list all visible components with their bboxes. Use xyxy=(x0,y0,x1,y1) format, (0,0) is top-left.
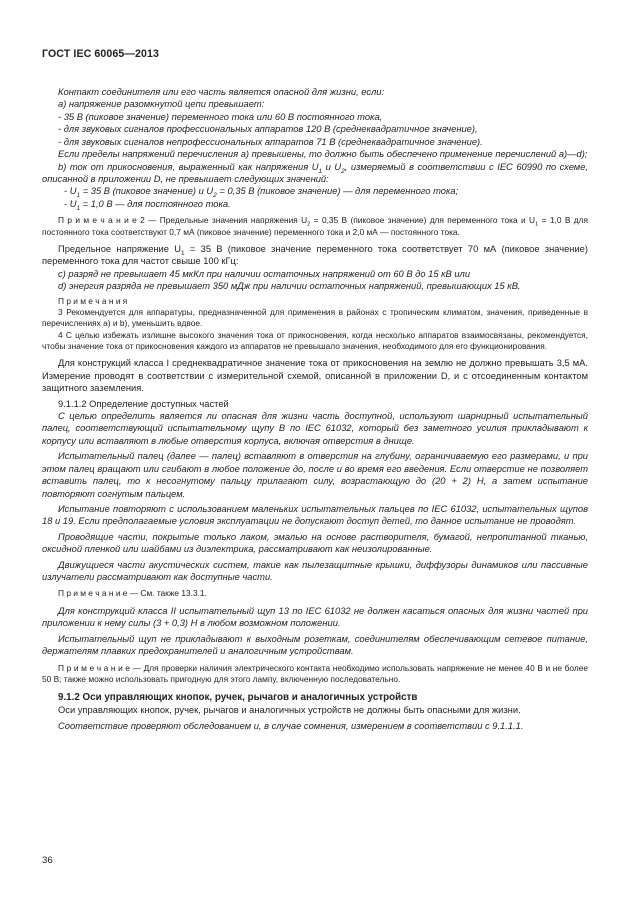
text-run: — См. также 13.3.1. xyxy=(127,588,207,599)
text-paragraph: d) энергия разряда не превышает 350 мДж при наличии остаточных напряжений, превышающих 15 кВ. xyxy=(58,281,521,292)
text-paragraph: - для звуковых сигналов непрофессиональных аппаратов 71 В (среднеквадратичное значение). xyxy=(58,136,483,147)
text-paragraph: Испытательный палец (далее — палец) вставляют в отверстия на глубину, ограничиваемую его размерами, и при этом палец вращают или сгибают в любое положение до, после и во время его введения. Если отверстие не позволяет вставить палец, то к несогнутому пальцу прилагают силу, возрастающую до (20 + 2) Н, а затем испытание повторяют согнутым пальцем. xyxy=(42,451,588,499)
text-paragraph: Оси управляющих кнопок, ручек, рычагов и аналогичных устройств не должны быть опасными для жизни. xyxy=(58,705,521,716)
subscript: 1 xyxy=(181,249,185,257)
text-paragraph: а) напряжение разомкнутой цепи превышает: xyxy=(58,99,265,110)
text-run: и U xyxy=(322,161,342,172)
text-paragraph: - для звуковых сигналов профессиональных аппаратов 120 В (среднеквадратичное значение), xyxy=(58,124,478,135)
note-paragraph: 4 С целью избежать излишне высокого значения тока от прикосновения, когда несколько аппаратов взаимосвязаны, рекомендуется, чтобы значение тока от прикосновения каждого из аппаратов не превышало значения, необходимого для его функционирования. xyxy=(42,329,588,351)
subscript: 1 xyxy=(318,167,323,175)
text-paragraph xyxy=(42,243,588,268)
subscript: 2 xyxy=(213,192,217,200)
section-heading: 9.1.1.2 Определение доступных частей xyxy=(58,398,229,409)
text-paragraph xyxy=(42,185,588,200)
text-run: = 1,0 В — для постоянного тока. xyxy=(80,198,231,209)
text-paragraph: Для конструкций класса I среднеквадратичное значение тока от прикосновения на землю не должно превышать 3,5 мА. Измерение проводят в соответствии с измерительной схемой, описанной в приложении D, и с отсоединенным контактом защитного заземления. xyxy=(42,358,588,394)
subscript: 1 xyxy=(535,221,539,228)
text-paragraph: Контакт соединителя или его часть является опасной для жизни, если: xyxy=(58,87,385,97)
text-paragraph xyxy=(42,161,588,186)
subscript: 2 xyxy=(307,221,311,228)
page-content xyxy=(42,86,588,732)
note-label: П р и м е ч а н и е xyxy=(58,662,131,673)
section-heading: 9.1.2 Оси управляющих кнопок, ручек, рычагов и аналогичных устройств xyxy=(58,692,418,704)
text-run: , измеряемый в соответствии с IEC 60990 по схеме, описанной в приложении D, не превышает следующих значений: xyxy=(42,161,589,184)
note-paragraph xyxy=(42,588,588,599)
text-paragraph: С целью определить является ли опасная для жизни часть доступной, используют шарнирный испытательный палец, соответствующий испытательному щупу B по IEC 61032, который без заметного усилия прикладывают к корпусу или вставляют в любые отверстия корпуса, включая отверстия в днище. xyxy=(42,411,588,446)
text-paragraph: Для конструкций класса II испытательный щуп 13 по IEC 61032 не должен касаться опасных для жизни частей при приложении к нему силы (3 + 0,3) Н в любом возможном положении. xyxy=(42,605,588,629)
text-run: — Для проверки наличия электрического контакта необходимо использовать напряжение не менее 40 В и не более 50 В; также можно использовать пригодную для этого лампу, включенную последовательно. xyxy=(42,662,589,684)
page-number: 36 xyxy=(42,855,53,866)
page-header: ГОСТ IEC 60065—2013 xyxy=(42,48,160,60)
note-paragraph: 3 Рекомендуется для аппаратуры, предназначенной для применения в районах с тропическим климатом, значения, приведенные в перечислениях а) и b), уменьшить вдвое. xyxy=(42,306,588,329)
text-run: - U xyxy=(64,198,77,209)
text-paragraph: - 35 В (пиковое значение) переменного тока или 60 В постоянного тока, xyxy=(58,111,383,122)
text-paragraph: Проводящие части, покрытые только лаком, эмалью на основе растворителя, бумагой, непропитанной тканью, оксидной пленкой или шайбами из диэлектрика, рассматривают как неизолированные. xyxy=(42,531,588,555)
subscript: 2 xyxy=(341,167,345,175)
subscript: 1 xyxy=(76,204,81,212)
text-run: — Предельные значения напряжения U xyxy=(144,215,308,226)
text-run: b) ток от прикосновения, выраженный как напряжения U xyxy=(58,161,319,172)
note-paragraph xyxy=(42,215,588,238)
text-run: = 0,35 В (пиковое значение) для переменного тока и U xyxy=(310,215,536,226)
note-paragraph xyxy=(42,663,588,686)
text-paragraph: с) разряд не превышает 45 мкКл при наличии остаточных напряжений от 60 В до 15 кВ или xyxy=(58,268,471,279)
notes-heading: П р и м е ч а н и я xyxy=(58,295,128,306)
text-paragraph: Испытание повторяют с использованием маленьких испытательных пальцев по IEC 61032, испытательных щупов 18 и 19. Если предполагаемые условия эксплуатации не допускают доступ детей, то данное испытание не проводят. xyxy=(42,503,588,527)
text-run: = 1,0 В для постоянного тока соответствуют 0,7 мА (пиковое значение) переменного тока и 2,0 мА — постоянного тока. xyxy=(42,215,588,237)
note-label: П р и м е ч а н и е xyxy=(58,588,128,599)
text-run: Предельное напряжение U xyxy=(58,243,181,254)
subscript: 1 xyxy=(76,192,81,200)
text-run: = 35 В (пиковое значение) и U xyxy=(80,186,214,197)
note-label: П р и м е ч а н и е 2 xyxy=(58,215,145,226)
text-paragraph: Испытательный щуп не прикладывают к выходным розеткам, соединителям обеспечивающим сетевое питание, держателям плавких предохранителей и аналогичным устройствам. xyxy=(42,633,588,657)
text-run: - U xyxy=(64,186,77,197)
text-paragraph xyxy=(42,198,588,210)
text-run: = 35 В (пиковое значение переменного тока соответствует 70 мА (пиковое значение) переменного тока для частот свыше 100 кГц: xyxy=(42,243,588,267)
text-paragraph: Соответствие проверяют обследованием и, в случае сомнения, измерением в соответствии с 9.1.1.1. xyxy=(58,720,524,731)
text-run: = 0,35 В (пиковое значение) — для переменного тока; xyxy=(216,186,459,197)
text-paragraph: Движущиеся части акустических систем, такие как пылезащитные крышки, диффузоры динамиков или пассивные излучатели рассматривают как доступные части. xyxy=(42,559,588,583)
text-paragraph: Если пределы напряжений перечисления а) превышены, то должно быть обеспечено применение перечислений а)—d); xyxy=(58,149,588,160)
